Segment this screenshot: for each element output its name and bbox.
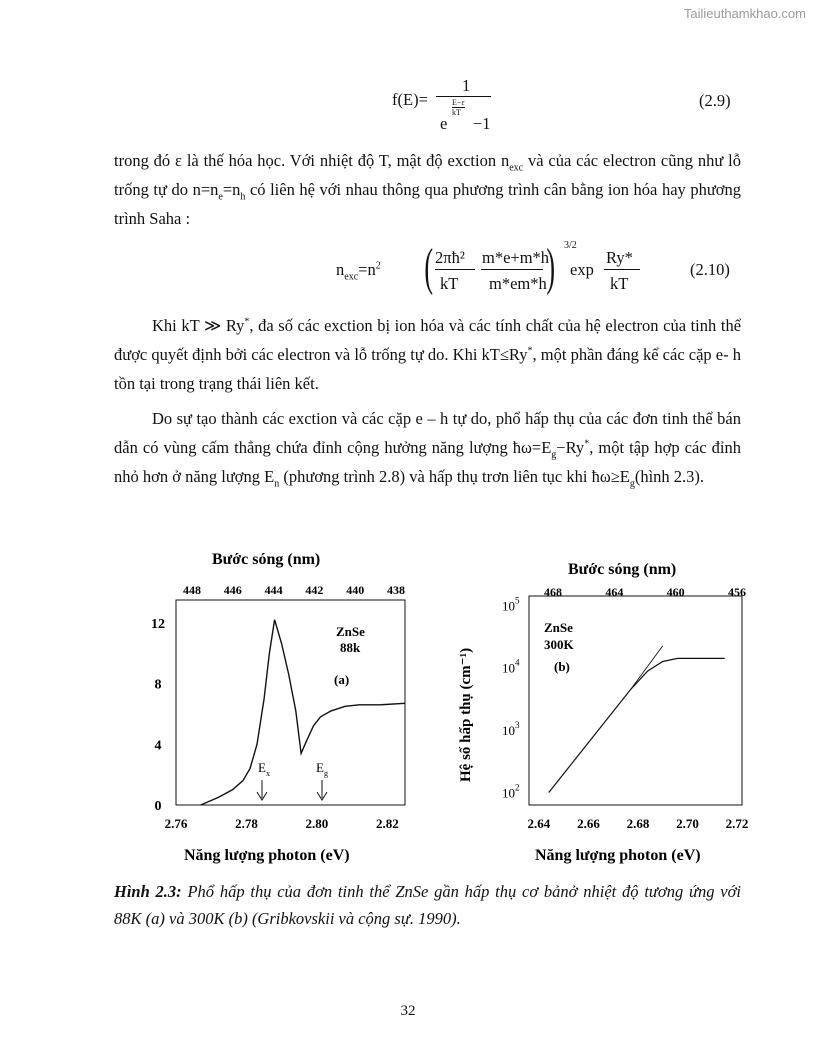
chart-b-label-znse: ZnSe	[544, 620, 573, 635]
p3-text-3: (phương trình 2.8) và hấp thụ trơn liên tục khi	[279, 467, 592, 486]
chart-b-x-tick: 2.64	[527, 816, 551, 831]
chart-a-y-ticks	[151, 617, 165, 814]
p1-nexc: n	[500, 151, 510, 170]
eq29-den-base: e	[440, 114, 448, 133]
chart-a-x-tick: 2.80	[305, 816, 329, 831]
eq210-frac1-num: 2πħ²	[435, 248, 465, 267]
caption-text: Phổ hấp thụ của đơn tinh thể ZnSe gần hấp thụ cơ bảnở nhiệt độ tương ứng với 88K (a) và 300K (b) (Gribkovskii và cộng sự. 1990).	[114, 882, 741, 928]
p1-epsilon: ε	[175, 151, 182, 170]
p3-math-1: ħω=E	[512, 438, 552, 457]
p1-text-3: và của các electron cũng như lỗ trống tự do	[114, 151, 741, 199]
chart-a-label-a: (a)	[334, 672, 350, 687]
chart-b-x-tick: 2.66	[577, 816, 600, 831]
eq29-fraction-bar	[436, 96, 491, 97]
p2-math-1: kT ≫ Ry	[181, 316, 245, 335]
chart-a-label-znse: ZnSe	[336, 624, 365, 639]
eq210-frac3-num: Ry*	[606, 248, 633, 267]
p3-math-2: E	[264, 467, 275, 486]
chart-a	[130, 540, 420, 870]
p3-text-1: Do sự tạo thành các exction và các cặp e – h tự do, phổ hấp thụ của các đơn tinh thể bán dẫn có vùng cấm thẳng chứa đỉnh cộng hưởng năng lượng	[114, 409, 741, 457]
watermark: Tailieuthamkhao.com	[683, 6, 806, 21]
equation-2-9	[392, 76, 512, 134]
chart-b-label-temp: 300K	[544, 637, 574, 652]
p2-text-3: , một phần đáng kể các cặp e- h tồn tại trong trạng thái liên kết.	[114, 345, 741, 393]
chart-b-x-ticks	[528, 816, 749, 831]
chart-b-x-tick: 2.72	[725, 816, 749, 831]
p1-nexc-sub: exc	[509, 162, 524, 174]
chart-b-title: Bước sóng (nm)	[568, 561, 677, 578]
chart-a-top-tick: 448	[183, 583, 201, 597]
paragraph-2: Khi kT ≫ Ry*, đa số các exction bị ion hóa và các tính chất của hệ electron của tinh thể được quyết định bởi các electron và lỗ trống tự do. Khi kT≤Ry*, một phần đáng kể các cặp e- h tồn tại trong trạng thái liên kết.	[114, 316, 742, 393]
chart-b-y-tick: $10^5$	[502, 595, 520, 614]
chart-a-top-tick: 446	[223, 583, 242, 597]
chart-a-top-tick: 442	[305, 583, 324, 597]
chart-b-series-line	[549, 658, 725, 792]
equation-2-10	[336, 239, 596, 300]
eq210-frac1-den: kT	[440, 274, 459, 293]
caption-label: Hình 2.3:	[114, 882, 182, 901]
chart-a-x-tick: 2.82	[376, 816, 399, 831]
equation-2-10-number: (2.10)	[690, 260, 730, 279]
chart-a-y-tick: 8	[154, 677, 162, 693]
eq210-power: 3/2	[564, 240, 577, 251]
p3-math-1b: −Ry	[556, 438, 585, 457]
paragraph-1	[114, 146, 741, 233]
p1-n-eq: n=n	[192, 180, 219, 199]
chart-b	[450, 550, 760, 880]
p2-math-2: kT≤Ry	[481, 345, 528, 364]
chart-b-top-tick: 456	[728, 585, 746, 599]
chart-a-y-tick: 12	[151, 616, 165, 632]
chart-b-y-tick: $10^4$	[502, 657, 520, 676]
p1-text-4: có liên hệ với nhau thông qua phương trình cân bằng ion hóa hay phương trình Saha :	[114, 180, 741, 228]
eq210-lhs: $n_{exc}=n^2$	[336, 260, 381, 283]
equation-2-9-number: (2.9)	[699, 91, 731, 110]
p3-math-3: ħω≥E	[591, 467, 630, 486]
eq210-frac2-num: m*e+m*h	[482, 248, 550, 267]
chart-b-x-tick: 2.70	[676, 816, 699, 831]
chart-b-extrapolation-line	[631, 646, 663, 690]
chart-a-plot-frame	[176, 600, 405, 805]
chart-b-top-tick: 460	[666, 585, 685, 599]
eq210-frac2-den: m*em*h	[489, 274, 547, 293]
p1-n-sub-e: e	[218, 191, 223, 203]
chart-a-top-tick: 438	[387, 583, 405, 597]
chart-b-label-b: (b)	[554, 659, 570, 674]
figure-caption	[114, 878, 741, 932]
chart-a-series-line	[201, 620, 405, 805]
eq210-frac3-den: kT	[610, 274, 629, 293]
chart-a-xlabel: Năng lượng photon (eV)	[184, 847, 350, 864]
chart-b-top-tick: 468	[544, 585, 562, 599]
p1-n-sub-h: h	[240, 191, 246, 203]
eq210-right-paren: )	[546, 239, 555, 296]
eq29-exp-bottom: kT	[452, 108, 461, 117]
chart-a-top-ticks	[183, 583, 405, 597]
eq29-numerator: 1	[462, 76, 471, 95]
p3-text-4: (hình 2.3).	[634, 467, 705, 486]
p3-text-2: , một tập hợp các đỉnh nhỏ hơn ở năng lượng	[114, 438, 742, 486]
p2-text-1: Khi	[152, 316, 182, 335]
chart-a-x-tick: 2.78	[235, 816, 258, 831]
chart-b-x-tick: 2.68	[626, 816, 650, 831]
chart-b-ylabel: Hệ số hấp thụ (cm⁻¹)	[458, 647, 474, 782]
paragraph-3: Do sự tạo thành các exction và các cặp e – h tự do, phổ hấp thụ của các đơn tinh thể bán dẫn có vùng cấm thẳng chứa đỉnh cộng hưởng năng lượng $ħ\omega=E_g-Ry^*$, một tập hợp các đỉnh nhỏ hơn ở năng lượng $E_n$ (phương trình 2.8) và hấp thụ trơn liên tục khi $ħ\omega\ge E_g(hình$ 2.3).	[114, 409, 742, 490]
chart-a-label-ex: $E_x$	[258, 760, 270, 778]
eq210-frac3-bar	[604, 269, 640, 270]
chart-b-top-tick: 464	[605, 585, 624, 599]
chart-b-y-tick: $10^3$	[502, 720, 520, 739]
p2-text-2: , đa số các exction bị ion hóa và các tính chất của hệ electron của tinh thể được quyết định bởi các electron và lỗ trống tự do. Khi	[114, 316, 742, 364]
chart-a-top-tick: 440	[346, 583, 365, 597]
chart-a-label-eg: $E_g$	[316, 760, 328, 778]
eq210-frac1-bar	[435, 269, 475, 270]
chart-b-y-ticks	[502, 595, 520, 800]
eq210-left-paren: (	[424, 239, 433, 296]
chart-a-y-tick: 0	[154, 799, 162, 814]
chart-a-label-temp: 88k	[340, 640, 361, 655]
chart-a-y-tick: 4	[154, 738, 162, 754]
eq210-exp: exp	[570, 260, 594, 279]
chart-a-top-tick: 444	[264, 583, 283, 597]
eq29-den-tail: −1	[473, 114, 491, 133]
chart-b-xlabel: Năng lượng photon (eV)	[535, 847, 701, 864]
eq29-exp-top: E−ε	[452, 98, 465, 107]
p1-text-1: trong đó	[114, 151, 176, 170]
chart-b-y-tick: $10^2$	[502, 782, 520, 801]
eq210-frac2-bar	[481, 269, 543, 270]
p1-n-eq2: =n	[222, 180, 241, 199]
chart-b-top-ticks	[544, 585, 746, 599]
eq29-lhs: f(E)=	[392, 90, 428, 109]
page-number: 32	[400, 1003, 416, 1019]
chart-a-title: Bước sóng (nm)	[212, 551, 321, 568]
p1-text-2: là thế hóa học. Với nhiệt độ T, mật độ exction	[181, 151, 501, 170]
chart-a-x-ticks	[165, 816, 399, 831]
chart-a-x-tick: 2.76	[164, 816, 188, 831]
